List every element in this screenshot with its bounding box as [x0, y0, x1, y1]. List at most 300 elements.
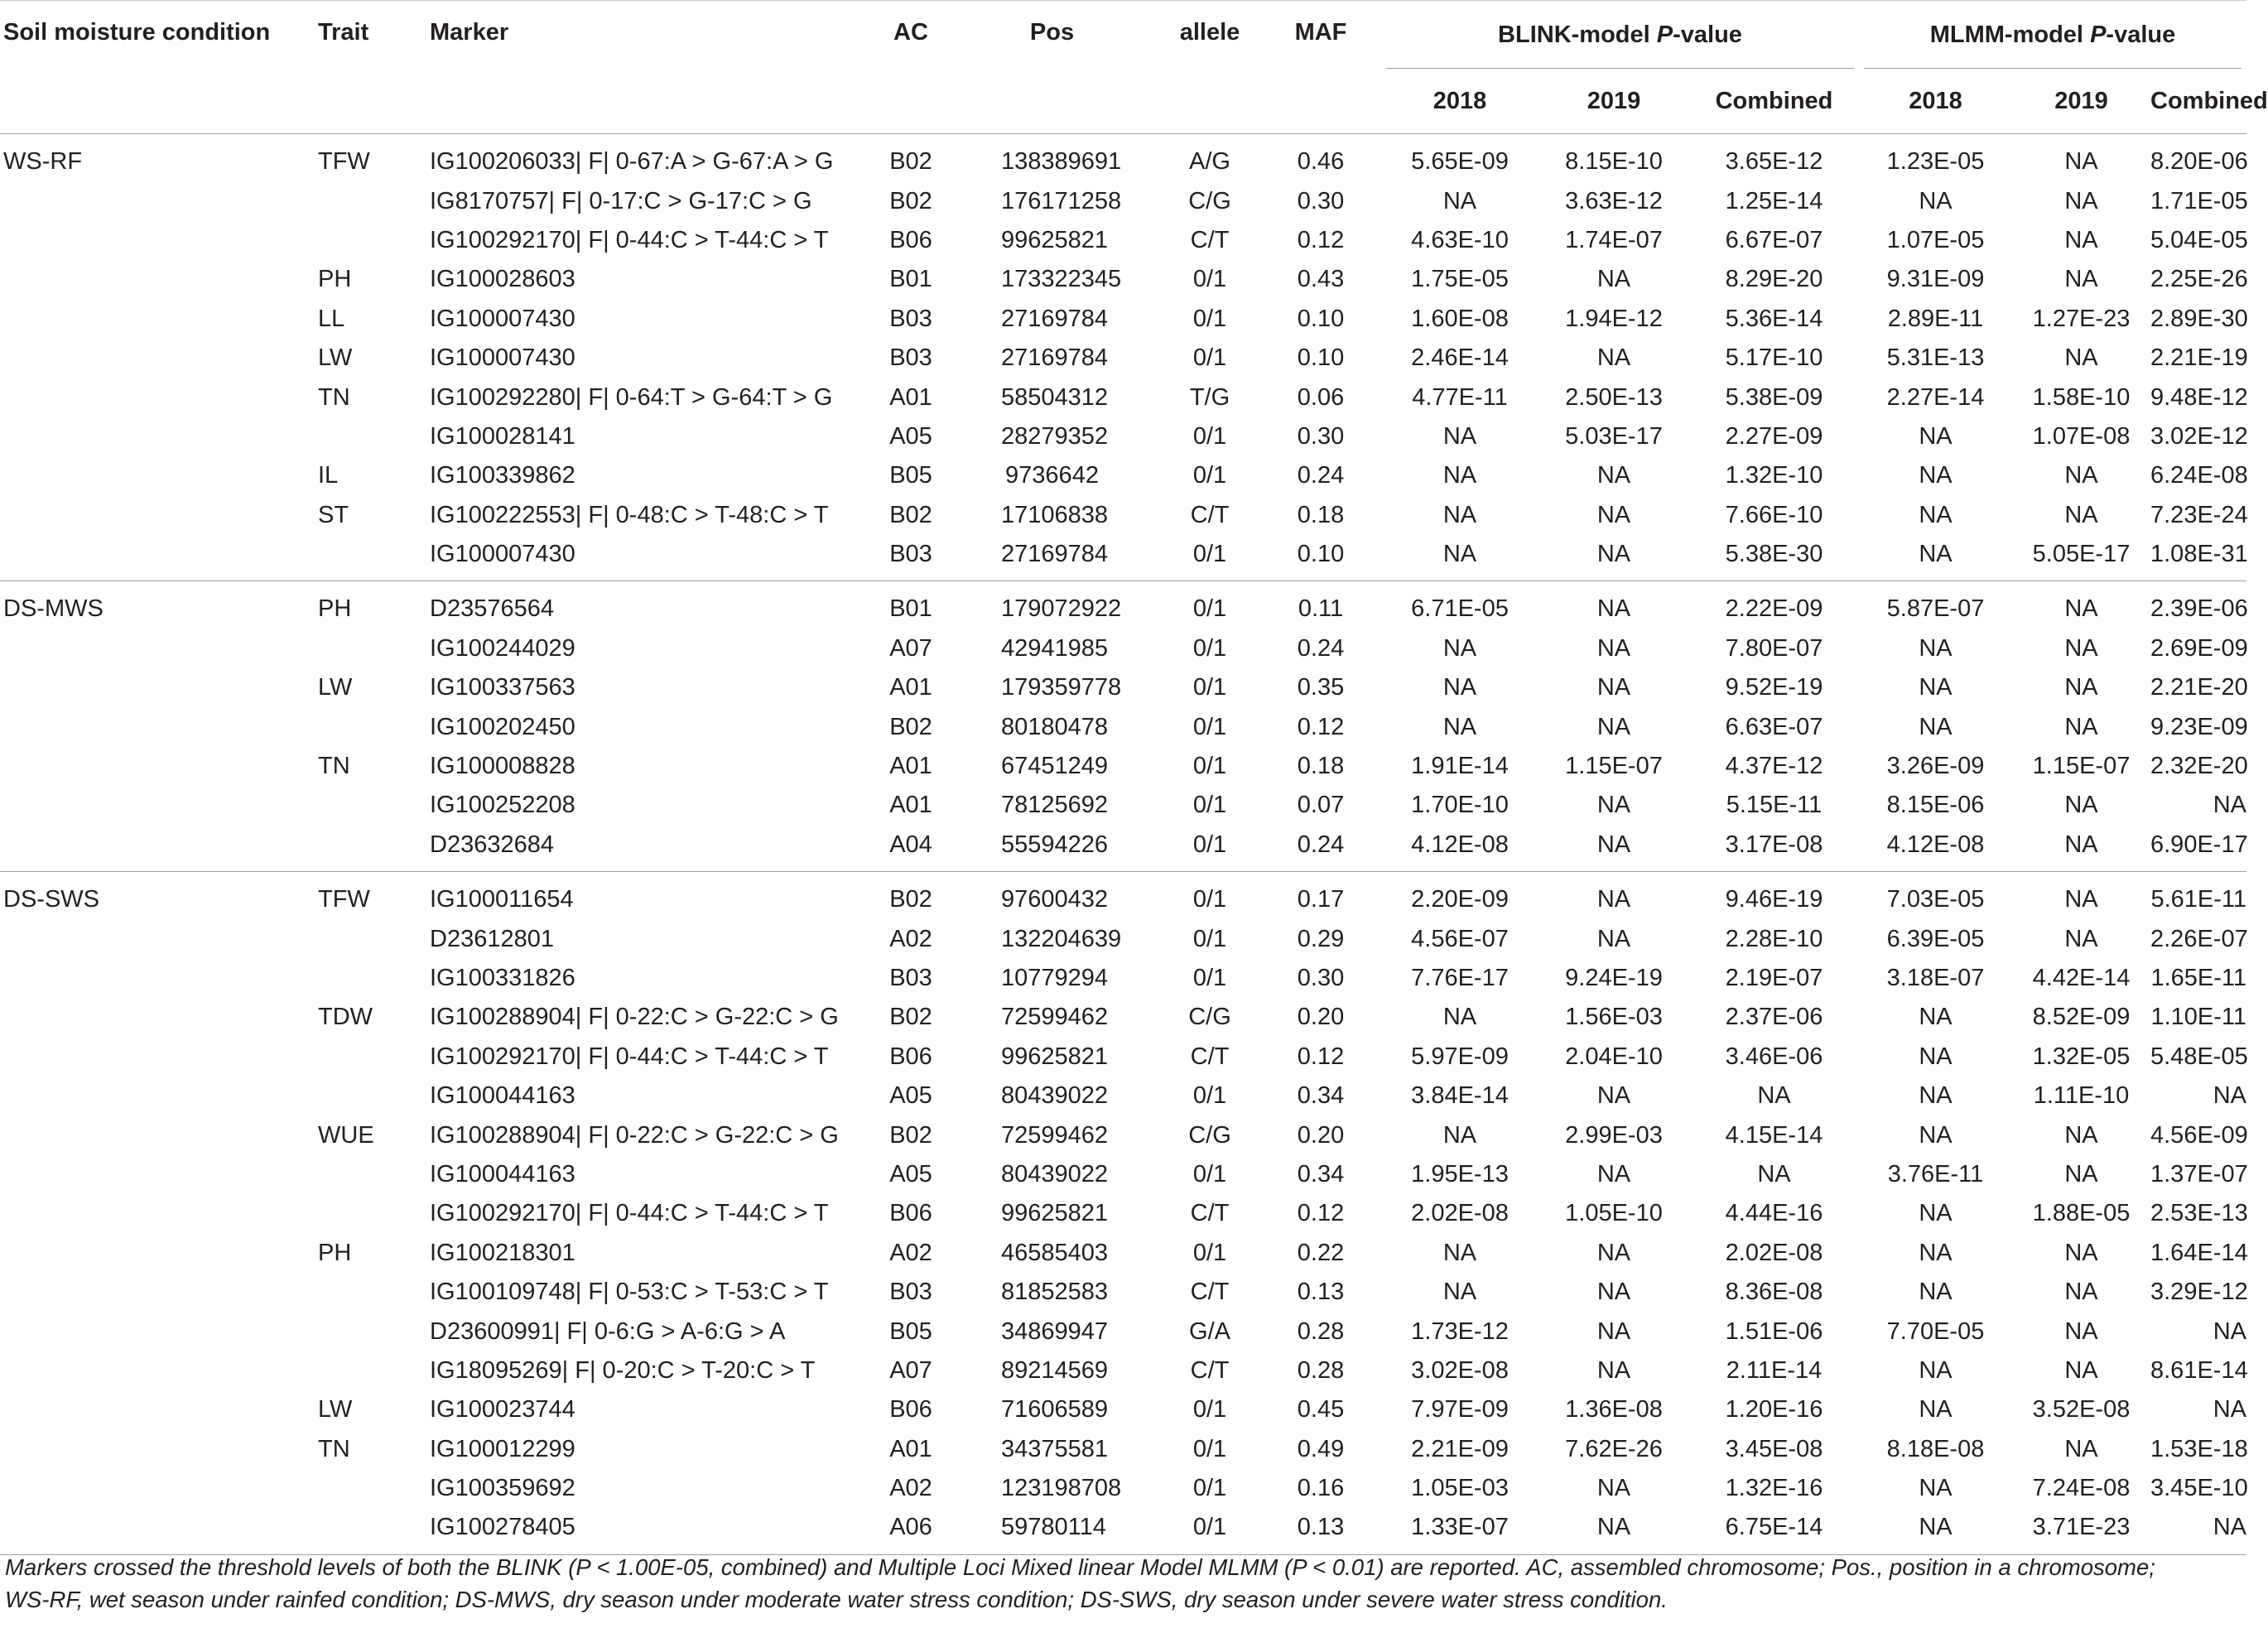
table-row	[0, 417, 2246, 456]
cell-ac: A01	[889, 1435, 932, 1462]
cell-pos: 34869947	[1001, 1317, 1109, 1345]
cell-ac: B02	[889, 713, 932, 740]
cell-trait: LW	[318, 344, 353, 372]
cell-blink-combined: NA	[1757, 1082, 1791, 1110]
cell-maf: 0.43	[1297, 266, 1345, 293]
cell-marker: IG100292280| F| 0-64:T > G-64:T > G	[430, 383, 833, 411]
cell-allele: 0/1	[1192, 422, 1227, 450]
cell-mlmm-2018: 5.87E-07	[1886, 595, 1985, 623]
cell-allele: T/G	[1189, 383, 1230, 411]
cell-condition	[0, 1312, 318, 1351]
cell-blink-combined: 5.38E-09	[1725, 383, 1823, 411]
cell-allele: 0/1	[1192, 1239, 1227, 1266]
cell-mlmm-2019: 1.27E-23	[2032, 305, 2131, 332]
cell-mlmm-2018: 7.03E-05	[1886, 886, 1985, 913]
cell-trait	[318, 221, 421, 260]
cell-pos: 59780114	[1001, 1514, 1106, 1541]
cell-mlmm-2018: NA	[1919, 422, 1953, 450]
cell-ac: B01	[889, 266, 932, 293]
cell-marker: IG100028141	[430, 422, 575, 450]
cell-condition	[0, 1194, 318, 1233]
cell-maf: 0.49	[1297, 1435, 1345, 1462]
table-row	[0, 1234, 2246, 1273]
table-row	[0, 1508, 2246, 1554]
cell-marker: D23576564	[430, 595, 554, 623]
cell-trait	[318, 1312, 421, 1351]
cell-maf: 0.20	[1297, 1121, 1345, 1149]
blink-2019-header: 2019	[1587, 87, 1641, 114]
cell-mlmm-2018: 1.23E-05	[1886, 148, 1985, 176]
cell-condition	[0, 1430, 318, 1469]
cell-trait: PH	[318, 266, 352, 293]
cell-mlmm-2019: 1.58E-10	[2032, 383, 2131, 411]
cell-mlmm-2019: NA	[2064, 1121, 2098, 1149]
cell-allele: A/G	[1189, 148, 1230, 176]
cell-mlmm-combined: 4.56E-09	[2150, 1121, 2248, 1149]
cell-ac: B03	[889, 1279, 932, 1306]
col-maf-header: MAF	[1294, 19, 1347, 46]
cell-marker: D23600991| F| 0-6:G > A-6:G > A	[430, 1317, 786, 1345]
cell-mlmm-2019: 5.05E-17	[2032, 541, 2131, 568]
cell-allele: C/T	[1190, 1279, 1230, 1306]
cell-mlmm-2018: 2.27E-14	[1886, 383, 1985, 411]
cell-blink-2018: NA	[1442, 462, 1477, 489]
cell-blink-2019: 1.15E-07	[1565, 753, 1663, 780]
cell-condition	[0, 456, 318, 495]
cell-trait	[318, 1038, 421, 1077]
cell-maf: 0.11	[1298, 595, 1344, 623]
cell-blink-2018: 4.12E-08	[1411, 831, 1509, 858]
cell-mlmm-2018: 7.70E-05	[1886, 1317, 1985, 1345]
cell-allele: 0/1	[1192, 674, 1227, 701]
group-ds-sws	[0, 872, 2246, 1555]
cell-blink-2018: NA	[1442, 713, 1477, 740]
cell-blink-combined: 5.36E-14	[1725, 305, 1823, 332]
cell-mlmm-2018: 9.31E-09	[1886, 266, 1985, 293]
cell-condition	[0, 998, 318, 1037]
cell-pos: 58504312	[1001, 383, 1109, 411]
cell-blink-2019: 2.50E-13	[1565, 383, 1663, 411]
cell-condition	[0, 668, 318, 707]
cell-pos: 179359778	[1001, 674, 1122, 701]
table-row	[0, 1351, 2246, 1390]
cell-allele: C/T	[1190, 1200, 1230, 1227]
cell-mlmm-2019: NA	[2064, 226, 2098, 253]
cell-ac: B03	[889, 305, 932, 332]
cell-ac: B03	[889, 965, 932, 991]
cell-blink-2019: 2.04E-10	[1565, 1043, 1663, 1070]
cell-allele: C/T	[1190, 501, 1230, 528]
cell-condition	[0, 1077, 318, 1115]
cell-ac: A06	[889, 1514, 932, 1541]
cell-pos: 72599462	[1001, 1121, 1109, 1149]
cell-allele: 0/1	[1192, 344, 1227, 372]
cell-maf: 0.45	[1297, 1396, 1345, 1423]
cell-blink-2019: NA	[1596, 713, 1631, 740]
cell-blink-2018: NA	[1442, 1239, 1477, 1266]
cell-blink-combined: 2.22E-09	[1725, 595, 1823, 623]
cell-blink-combined: 2.37E-06	[1725, 1004, 1823, 1031]
cell-allele: 0/1	[1192, 792, 1227, 819]
cell-mlmm-2018: 3.76E-11	[1887, 1160, 1984, 1187]
cell-ac: B02	[889, 501, 932, 528]
cell-blink-2018: 5.65E-09	[1411, 148, 1509, 176]
cell-pos: 67451249	[1001, 753, 1109, 780]
cell-condition	[0, 1390, 318, 1429]
cell-allele: 0/1	[1192, 1514, 1227, 1541]
cell-blink-2019: 7.62E-26	[1565, 1435, 1663, 1462]
cell-blink-combined: 7.80E-07	[1725, 634, 1823, 662]
cell-marker: IG100011654	[430, 886, 574, 913]
cell-maf: 0.18	[1297, 753, 1345, 780]
cell-trait	[318, 1194, 421, 1233]
cell-mlmm-2019: NA	[2064, 344, 2098, 372]
cell-mlmm-2019: 3.52E-08	[2032, 1396, 2131, 1423]
cell-mlmm-2019: 4.42E-14	[2032, 965, 2131, 991]
cell-ac: A01	[889, 383, 932, 411]
cell-blink-2019: NA	[1596, 1239, 1631, 1266]
cell-blink-2019: NA	[1596, 1475, 1631, 1502]
cell-blink-combined: 6.75E-14	[1725, 1514, 1823, 1541]
cell-allele: 0/1	[1192, 462, 1227, 489]
table-row	[0, 826, 2246, 872]
cell-allele: 0/1	[1192, 831, 1227, 858]
cell-blink-2019: 1.94E-12	[1565, 305, 1663, 332]
cell-blink-2019: 1.36E-08	[1565, 1396, 1663, 1423]
cell-maf: 0.20	[1297, 1004, 1345, 1031]
cell-trait: LW	[318, 1396, 353, 1423]
cell-trait: LW	[318, 674, 353, 701]
cell-marker: IG100288904| F| 0-22:C > G-22:C > G	[430, 1004, 839, 1031]
cell-maf: 0.24	[1297, 462, 1345, 489]
cell-trait	[318, 629, 421, 668]
cell-trait	[318, 1155, 421, 1194]
blink-suffix: -value	[1673, 21, 1742, 48]
cell-ac: A07	[889, 634, 932, 662]
cell-mlmm-combined: 1.53E-18	[2150, 1435, 2248, 1462]
cell-maf: 0.06	[1297, 383, 1345, 411]
cell-blink-combined: 2.27E-09	[1725, 422, 1823, 450]
cell-trait	[318, 826, 421, 872]
cell-mlmm-2019: 8.52E-09	[2032, 1004, 2131, 1031]
cell-mlmm-2018: NA	[1919, 1475, 1953, 1502]
cell-condition	[0, 535, 318, 581]
cell-condition	[0, 786, 318, 825]
cell-mlmm-combined: 2.21E-20	[2150, 674, 2248, 701]
cell-blink-2019: NA	[1596, 674, 1631, 701]
cell-allele: 0/1	[1192, 1475, 1227, 1502]
cell-blink-2018: 2.21E-09	[1411, 1435, 1509, 1462]
cell-mlmm-combined: 3.02E-12	[2150, 422, 2248, 450]
cell-mlmm-combined: NA	[2213, 1317, 2246, 1345]
cell-maf: 0.29	[1297, 925, 1345, 952]
cell-mlmm-2018: 6.39E-05	[1886, 925, 1985, 952]
cell-blink-2019: NA	[1596, 1082, 1631, 1110]
cell-blink-2018: 5.97E-09	[1411, 1043, 1509, 1070]
cell-pos: 99625821	[1001, 1200, 1109, 1227]
cell-ac: B06	[889, 226, 932, 253]
cell-mlmm-2018: NA	[1919, 1121, 1953, 1149]
cell-blink-2018: 3.02E-08	[1411, 1356, 1509, 1384]
cell-pos: 89214569	[1001, 1356, 1109, 1384]
cell-pos: 55594226	[1001, 831, 1109, 858]
cell-ac: B02	[889, 148, 932, 176]
cell-mlmm-combined: 2.39E-06	[2150, 595, 2248, 623]
cell-blink-2019: 9.24E-19	[1565, 965, 1663, 991]
cell-blink-2018: 7.76E-17	[1411, 965, 1509, 991]
table-row	[0, 998, 2246, 1037]
cell-condition	[0, 747, 318, 786]
cell-pos: 9736642	[1005, 462, 1099, 489]
footnote-line-1: Markers crossed the threshold levels of both the BLINK (P < 1.00E-05, combined) and Multiple Loci Mixed linear Model MLMM (P < 0.01) are reported. AC, assembled chromosome; Pos., position in a chromosome;	[5, 1554, 2155, 1580]
cell-pos: 179072922	[1001, 595, 1122, 623]
cell-pos: 28279352	[1001, 422, 1109, 450]
cell-mlmm-2019: 1.15E-07	[2032, 753, 2131, 780]
cell-blink-2018: 2.02E-08	[1411, 1200, 1509, 1227]
cell-allele: 0/1	[1192, 713, 1227, 740]
cell-mlmm-2018: 3.18E-07	[1886, 965, 1985, 991]
cell-mlmm-combined: 1.08E-31	[2150, 541, 2248, 568]
cell-trait	[318, 707, 421, 746]
cell-blink-2019: NA	[1596, 1317, 1631, 1345]
cell-trait	[318, 1508, 421, 1554]
cell-mlmm-combined: 3.29E-12	[2150, 1279, 2248, 1306]
cell-blink-2019: NA	[1596, 1514, 1631, 1541]
cell-trait	[318, 181, 421, 220]
cell-mlmm-2019: NA	[2064, 595, 2098, 623]
cell-blink-2018: NA	[1442, 1004, 1477, 1031]
col-marker-header: Marker	[430, 19, 509, 46]
blink-2018-header: 2018	[1433, 87, 1487, 114]
cell-blink-2018: 2.20E-09	[1411, 886, 1509, 913]
cell-ac: A04	[889, 831, 932, 858]
cell-mlmm-2019: NA	[2064, 462, 2098, 489]
cell-mlmm-2019: NA	[2064, 925, 2098, 952]
cell-mlmm-combined: NA	[2213, 1514, 2246, 1541]
cell-blink-2018: 1.75E-05	[1411, 266, 1509, 293]
cell-ac: B05	[889, 462, 932, 489]
cell-condition	[0, 1469, 318, 1508]
cell-ac: B06	[889, 1200, 932, 1227]
cell-maf: 0.10	[1297, 305, 1345, 332]
cell-blink-2018: 7.97E-09	[1411, 1396, 1509, 1423]
cell-pos: 17106838	[1001, 501, 1109, 528]
cell-mlmm-2019: NA	[2064, 1356, 2098, 1384]
blink-group-header	[1381, 1, 1859, 70]
cell-ac: A01	[889, 674, 932, 701]
cell-blink-combined: 3.65E-12	[1725, 148, 1823, 176]
cell-mlmm-2018: 8.15E-06	[1886, 792, 1985, 819]
cell-ac: A07	[889, 1356, 932, 1384]
cell-maf: 0.12	[1297, 1043, 1345, 1070]
cell-trait	[318, 786, 421, 825]
cell-blink-combined: 6.67E-07	[1725, 226, 1823, 253]
cell-blink-combined: 5.15E-11	[1726, 792, 1823, 819]
cell-marker: IG18095269| F| 0-20:C > T-20:C > T	[430, 1356, 816, 1384]
cell-mlmm-2018: NA	[1919, 1356, 1953, 1384]
cell-marker: IG100292170| F| 0-44:C > T-44:C > T	[430, 226, 829, 253]
mlmm-2018-header: 2018	[1909, 87, 1962, 114]
cell-trait: TFW	[318, 148, 370, 176]
cell-blink-combined: 6.63E-07	[1725, 713, 1823, 740]
cell-blink-combined: 2.28E-10	[1725, 925, 1823, 952]
cell-mlmm-2019: 1.88E-05	[2032, 1200, 2131, 1227]
mlmm-2019-header: 2019	[2054, 87, 2108, 114]
cell-ac: A05	[889, 1082, 932, 1110]
cell-allele: 0/1	[1192, 305, 1227, 332]
table-row	[0, 959, 2246, 998]
cell-condition	[0, 378, 318, 417]
cell-marker: IG100044163	[430, 1160, 575, 1187]
cell-mlmm-combined: 5.48E-05	[2150, 1043, 2248, 1070]
cell-mlmm-combined: 2.32E-20	[2150, 753, 2248, 780]
table-row	[0, 339, 2246, 378]
cell-condition	[0, 300, 318, 339]
mlmm-label: MLMM-model	[1929, 21, 2091, 48]
cell-marker: IG100222553| F| 0-48:C > T-48:C > T	[430, 501, 829, 528]
cell-mlmm-2019: NA	[2064, 148, 2098, 176]
cell-allele: 0/1	[1192, 634, 1227, 662]
mlmm-suffix: -value	[2106, 21, 2176, 48]
table-row	[0, 535, 2246, 581]
cell-mlmm-2019: NA	[2064, 1317, 2098, 1345]
cell-trait: ST	[318, 501, 349, 528]
cell-mlmm-2018: NA	[1919, 462, 1953, 489]
cell-pos: 34375581	[1001, 1435, 1109, 1462]
cell-condition	[0, 919, 318, 958]
table-row	[0, 747, 2246, 786]
cell-mlmm-2018: 3.26E-09	[1886, 753, 1985, 780]
cell-marker: IG100028603	[430, 266, 575, 293]
cell-trait: TN	[318, 753, 350, 780]
cell-allele: C/G	[1188, 1121, 1231, 1149]
cell-mlmm-2019: NA	[2064, 886, 2098, 913]
cell-marker: IG100012299	[430, 1435, 575, 1462]
cell-blink-combined: 2.02E-08	[1725, 1239, 1823, 1266]
cell-mlmm-2019: NA	[2064, 1435, 2098, 1462]
cell-mlmm-combined: NA	[2213, 1082, 2246, 1110]
cell-condition	[0, 1508, 318, 1554]
table-header	[0, 1, 2268, 134]
cell-blink-2018: 1.70E-10	[1411, 792, 1509, 819]
cell-mlmm-2019: NA	[2064, 187, 2098, 214]
cell-pos: 123198708	[1001, 1475, 1122, 1502]
cell-mlmm-2018: NA	[1919, 1082, 1953, 1110]
cell-maf: 0.10	[1297, 541, 1345, 568]
cell-blink-2018: NA	[1442, 541, 1477, 568]
table-row	[0, 629, 2246, 668]
cell-mlmm-combined: 9.23E-09	[2150, 713, 2248, 740]
table-row	[0, 181, 2246, 220]
cell-ac: B03	[889, 344, 932, 372]
cell-blink-2019: NA	[1596, 634, 1631, 662]
cell-maf: 0.46	[1297, 148, 1345, 176]
cell-blink-2019: NA	[1596, 462, 1631, 489]
cell-ac: A01	[889, 753, 932, 780]
cell-allele: 0/1	[1192, 753, 1227, 780]
cell-pos: 10779294	[1001, 965, 1109, 991]
cell-condition	[0, 1234, 318, 1273]
table-row	[0, 378, 2246, 417]
cell-trait: TN	[318, 1435, 350, 1462]
cell-mlmm-2018: NA	[1919, 501, 1953, 528]
header-row-1	[0, 1, 2246, 70]
cell-maf: 0.07	[1297, 792, 1345, 819]
cell-mlmm-2019: NA	[2064, 792, 2098, 819]
cell-blink-combined: 3.45E-08	[1725, 1435, 1823, 1462]
cell-condition	[0, 959, 318, 998]
cell-mlmm-combined: NA	[2213, 1396, 2246, 1423]
cell-allele: 0/1	[1192, 1082, 1227, 1110]
cell-blink-2019: 1.05E-10	[1565, 1200, 1663, 1227]
cell-maf: 0.34	[1297, 1082, 1345, 1110]
cell-mlmm-combined: 2.26E-07	[2150, 925, 2248, 952]
cell-marker: IG100202450	[430, 713, 575, 740]
cell-pos: 27169784	[1001, 305, 1109, 332]
cell-mlmm-2019: 1.07E-08	[2032, 422, 2131, 450]
cell-mlmm-combined: 5.61E-11	[2150, 886, 2246, 913]
cell-trait: TFW	[318, 886, 370, 913]
cell-mlmm-combined: 6.90E-17	[2150, 831, 2248, 858]
cell-blink-2018: NA	[1442, 674, 1477, 701]
cell-trait: LL	[318, 305, 345, 332]
cell-blink-2018: NA	[1442, 1279, 1477, 1306]
cell-blink-2019: NA	[1596, 925, 1631, 952]
table-row	[0, 1038, 2246, 1077]
cell-mlmm-combined: 2.21E-19	[2150, 344, 2248, 372]
cell-mlmm-combined: 1.65E-11	[2150, 965, 2246, 991]
cell-mlmm-combined: NA	[2213, 792, 2246, 819]
cell-marker: IG100292170| F| 0-44:C > T-44:C > T	[430, 1043, 829, 1070]
cell-blink-2018: NA	[1442, 501, 1477, 528]
cell-pos: 80439022	[1001, 1082, 1109, 1110]
cell-marker: IG100023744	[430, 1396, 575, 1423]
cell-mlmm-2019: 1.11E-10	[2033, 1082, 2130, 1110]
cell-allele: 0/1	[1192, 541, 1227, 568]
table-row	[0, 919, 2246, 958]
cell-mlmm-2019: NA	[2064, 266, 2098, 293]
cell-maf: 0.18	[1297, 501, 1345, 528]
cell-maf: 0.13	[1297, 1279, 1345, 1306]
cell-pos: 176171258	[1001, 187, 1122, 214]
cell-allele: 0/1	[1192, 266, 1227, 293]
cell-pos: 78125692	[1001, 792, 1109, 819]
cell-ac: A01	[889, 792, 932, 819]
cell-mlmm-2018: NA	[1919, 541, 1953, 568]
cell-maf: 0.10	[1297, 344, 1345, 372]
cell-condition	[0, 629, 318, 668]
cell-mlmm-2019: NA	[2064, 1239, 2098, 1266]
blink-p: P	[1656, 21, 1673, 48]
cell-blink-2018: 1.05E-03	[1411, 1475, 1509, 1502]
cell-blink-combined: 1.51E-06	[1725, 1317, 1823, 1345]
cell-blink-2019: NA	[1596, 886, 1631, 913]
cell-allele: 0/1	[1192, 925, 1227, 952]
table-row	[0, 581, 2246, 629]
cell-mlmm-combined: 2.69E-09	[2150, 634, 2248, 662]
table-row	[0, 134, 2246, 182]
cell-marker: IG100218301	[430, 1239, 575, 1266]
cell-mlmm-combined: 7.23E-24	[2150, 501, 2248, 528]
cell-allele: 0/1	[1192, 1435, 1227, 1462]
cell-mlmm-combined: 1.10E-11	[2150, 1004, 2246, 1031]
cell-mlmm-2018: 5.31E-13	[1886, 344, 1985, 372]
table-row	[0, 496, 2246, 535]
cell-marker: IG100252208	[430, 792, 575, 819]
cell-blink-2019: 3.63E-12	[1565, 187, 1663, 214]
cell-condition	[0, 339, 318, 378]
cell-mlmm-2019: 3.71E-23	[2032, 1514, 2131, 1541]
